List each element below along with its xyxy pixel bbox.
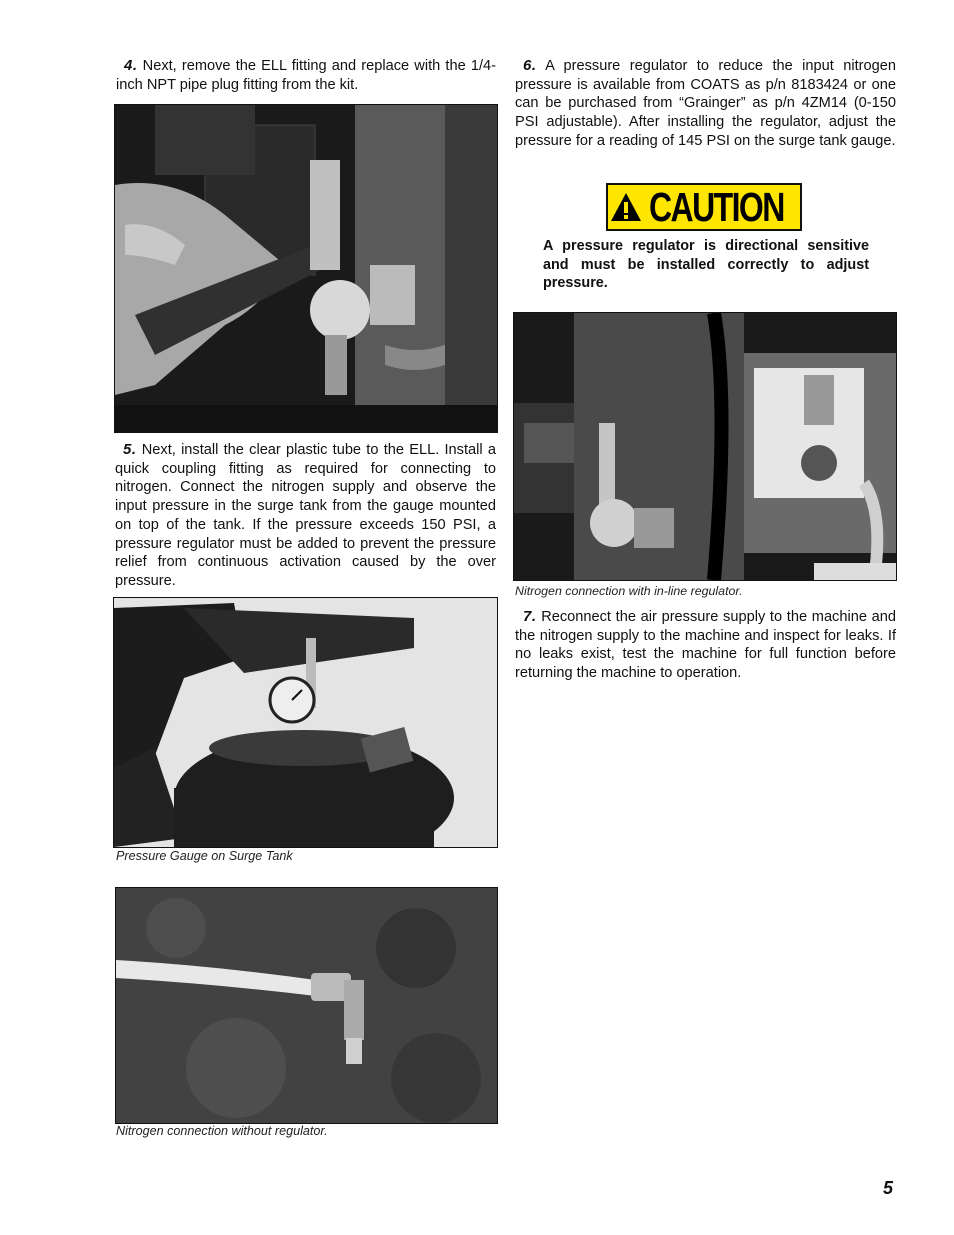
photo-wrench-fitting bbox=[114, 104, 498, 433]
step-6-text bbox=[515, 57, 896, 151]
caption-no-regulator: Nitrogen connection without regulator. bbox=[116, 1124, 328, 1138]
step-4-text bbox=[116, 57, 496, 94]
caption-gauge: Pressure Gauge on Surge Tank bbox=[116, 849, 293, 863]
step-5-number: 5. bbox=[123, 441, 137, 458]
page-number: 5 bbox=[883, 1178, 894, 1198]
caution-sign bbox=[606, 183, 802, 231]
step-7-number: 7. bbox=[523, 608, 537, 625]
step-5-body: Next, install the clear plastic tube to the ELL. Install a quick coupling fitting as required for connecting to nitrogen. Connect the nitrogen supply and observe the input pressure in the surge tank from the gauge mounted on top of the tank. If the pressure exceeds 150 PSI, a pressure regulator must be added to prevent the pressure relief from continuous activation caused by the over pressure. bbox=[115, 442, 496, 589]
step-4-number: 4. bbox=[124, 57, 138, 74]
photo-no-regulator bbox=[115, 887, 498, 1124]
step-5-text bbox=[115, 441, 496, 591]
caption-inline-regulator: Nitrogen connection with in-line regulator. bbox=[515, 584, 743, 598]
photo-inline-regulator bbox=[513, 312, 897, 581]
step-6-number: 6. bbox=[523, 57, 537, 74]
caution-label: CAUTION bbox=[649, 183, 784, 230]
caution-note: A pressure regulator is directional sensitive and must be installed correctly to adjust pressure. bbox=[543, 238, 869, 292]
step-7-text bbox=[515, 608, 896, 683]
warning-triangle-icon bbox=[609, 191, 643, 223]
step-6-body: A pressure regulator to reduce the input nitrogen pressure is available from COATS as p/n 8183424 or one can be purchased from “Grainger” as p/n 4ZM14 (0-150 PSI adjustable). After installing the regulator, adjust the pressure for a reading of 145 PSI on the surge tank gauge. bbox=[515, 58, 896, 149]
step-4-body: Next, remove the ELL fitting and replace with the 1/4-inch NPT pipe plug fitting from the kit. bbox=[116, 58, 496, 93]
photo-pressure-gauge bbox=[113, 597, 498, 848]
step-7-body: Reconnect the air pressure supply to the machine and the nitrogen supply to the machine and inspect for leaks. If no leaks exist, test the machine for full function before returning the machine to operation. bbox=[515, 609, 896, 682]
